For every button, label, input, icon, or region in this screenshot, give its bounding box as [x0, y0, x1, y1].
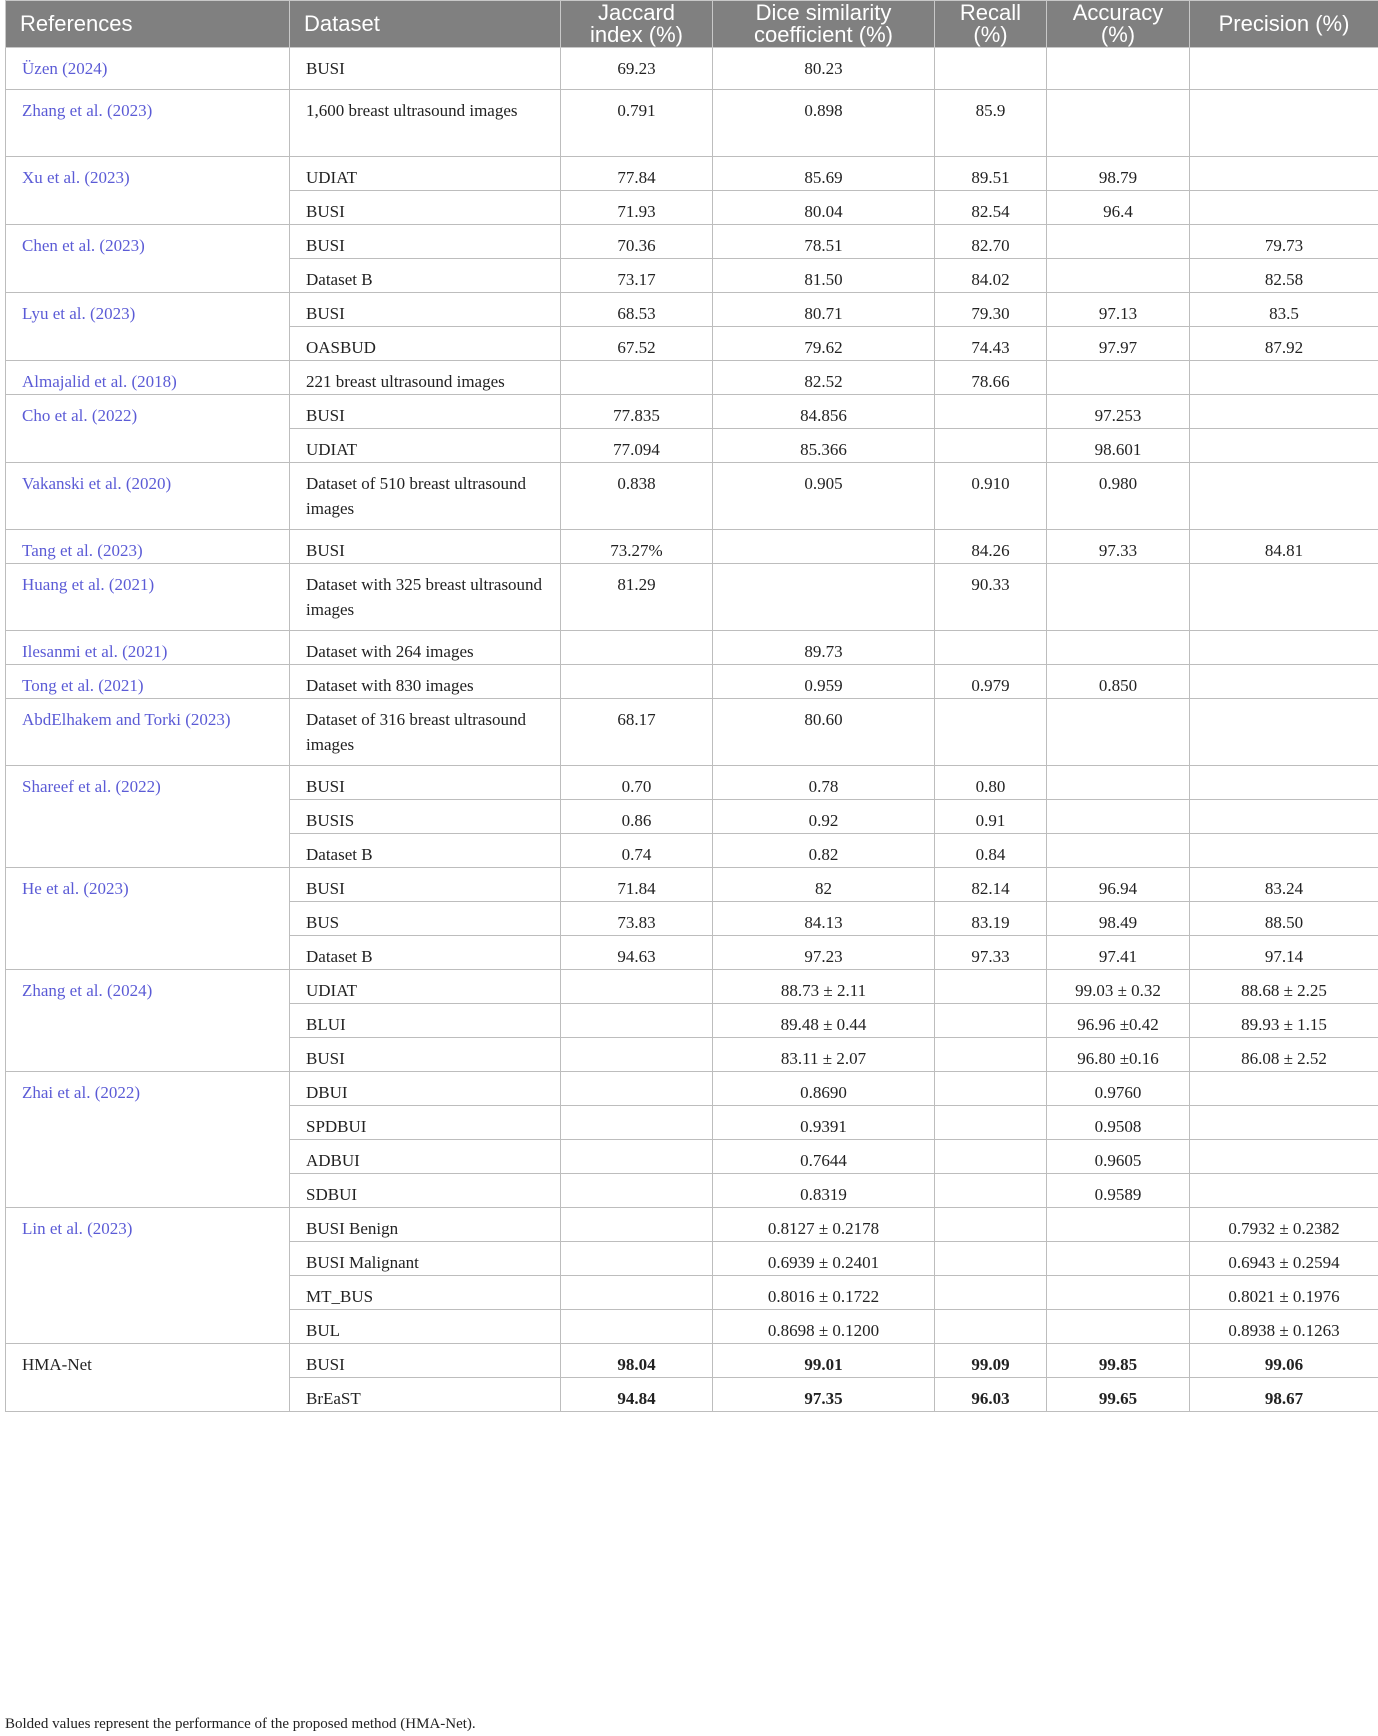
precision-cell: [1190, 665, 1378, 699]
dice-cell: [713, 530, 935, 564]
table-header-row: [6, 1, 1378, 48]
dice-cell: 83.11 ± 2.07: [713, 1038, 935, 1072]
jaccard-cell: 81.29: [561, 564, 713, 631]
precision-cell: 86.08 ± 2.52: [1190, 1038, 1378, 1072]
table-row: [6, 1344, 1378, 1378]
dice-cell: 0.959: [713, 665, 935, 699]
recall-cell: 0.910: [935, 463, 1047, 530]
jaccard-cell: 0.86: [561, 800, 713, 834]
dataset-cell: Dataset B: [290, 834, 561, 868]
table-row: [6, 564, 1378, 631]
accuracy-cell: 98.79: [1047, 157, 1190, 191]
dataset-cell: SDBUI: [290, 1174, 561, 1208]
recall-cell: [935, 48, 1047, 90]
precision-cell: [1190, 463, 1378, 530]
recall-cell: [935, 1004, 1047, 1038]
dataset-cell: SPDBUI: [290, 1106, 561, 1140]
accuracy-cell: 0.9605: [1047, 1140, 1190, 1174]
precision-cell: 0.8938 ± 0.1263: [1190, 1310, 1378, 1344]
dataset-cell: BUSI: [290, 530, 561, 564]
dataset-cell: Dataset with 264 images: [290, 631, 561, 665]
reference-cell[interactable]: Zhai et al. (2022): [6, 1072, 290, 1208]
accuracy-cell: 0.9760: [1047, 1072, 1190, 1106]
recall-cell: 79.30: [935, 293, 1047, 327]
dice-cell: 81.50: [713, 259, 935, 293]
recall-cell: [935, 1140, 1047, 1174]
accuracy-cell: [1047, 699, 1190, 766]
accuracy-cell: [1047, 225, 1190, 259]
reference-cell[interactable]: Huang et al. (2021): [6, 564, 290, 631]
accuracy-cell: [1047, 1310, 1190, 1344]
reference-cell[interactable]: Zhang et al. (2023): [6, 90, 290, 157]
precision-cell: [1190, 1140, 1378, 1174]
table-row: [6, 970, 1378, 1004]
jaccard-cell: [561, 1004, 713, 1038]
accuracy-cell: 96.4: [1047, 191, 1190, 225]
accuracy-cell: 99.85: [1047, 1344, 1190, 1378]
reference-cell[interactable]: Zhang et al. (2024): [6, 970, 290, 1072]
recall-cell: [935, 1208, 1047, 1242]
precision-cell: 0.7932 ± 0.2382: [1190, 1208, 1378, 1242]
recall-cell: 84.02: [935, 259, 1047, 293]
recall-cell: 78.66: [935, 361, 1047, 395]
precision-cell: [1190, 361, 1378, 395]
recall-cell: [935, 970, 1047, 1004]
dice-cell: 85.366: [713, 429, 935, 463]
table-row: [6, 631, 1378, 665]
precision-cell: [1190, 1174, 1378, 1208]
recall-cell: 89.51: [935, 157, 1047, 191]
jaccard-cell: [561, 1208, 713, 1242]
accuracy-cell: 97.33: [1047, 530, 1190, 564]
recall-cell: [935, 429, 1047, 463]
dice-cell: 78.51: [713, 225, 935, 259]
recall-cell: 85.9: [935, 90, 1047, 157]
precision-cell: [1190, 429, 1378, 463]
jaccard-cell: 0.791: [561, 90, 713, 157]
reference-cell[interactable]: Cho et al. (2022): [6, 395, 290, 463]
recall-cell: 84.26: [935, 530, 1047, 564]
accuracy-cell: 98.601: [1047, 429, 1190, 463]
dataset-cell: BrEaST: [290, 1378, 561, 1412]
recall-cell: 90.33: [935, 564, 1047, 631]
precision-cell: 97.14: [1190, 936, 1378, 970]
dice-cell: 97.23: [713, 936, 935, 970]
table-row: [6, 395, 1378, 429]
dataset-cell: Dataset B: [290, 259, 561, 293]
header-jaccard: Jaccard index (%): [561, 1, 713, 48]
accuracy-cell: 96.94: [1047, 868, 1190, 902]
accuracy-cell: 98.49: [1047, 902, 1190, 936]
jaccard-cell: 69.23: [561, 48, 713, 90]
dataset-cell: BUSI: [290, 868, 561, 902]
accuracy-cell: 97.97: [1047, 327, 1190, 361]
recall-cell: [935, 1038, 1047, 1072]
dice-cell: 0.8319: [713, 1174, 935, 1208]
accuracy-cell: 0.980: [1047, 463, 1190, 530]
precision-cell: [1190, 48, 1378, 90]
dataset-cell: UDIAT: [290, 157, 561, 191]
precision-cell: 99.06: [1190, 1344, 1378, 1378]
accuracy-cell: [1047, 800, 1190, 834]
recall-cell: [935, 631, 1047, 665]
header-precision: Precision (%): [1190, 1, 1378, 48]
recall-cell: 74.43: [935, 327, 1047, 361]
jaccard-cell: 71.93: [561, 191, 713, 225]
dice-cell: 0.8690: [713, 1072, 935, 1106]
precision-cell: 98.67: [1190, 1378, 1378, 1412]
reference-cell[interactable]: Tong et al. (2021): [6, 665, 290, 699]
table-row: [6, 1072, 1378, 1106]
jaccard-cell: 73.27%: [561, 530, 713, 564]
precision-cell: [1190, 1072, 1378, 1106]
jaccard-cell: 0.70: [561, 766, 713, 800]
recall-cell: 82.70: [935, 225, 1047, 259]
recall-cell: 99.09: [935, 1344, 1047, 1378]
dice-cell: 89.73: [713, 631, 935, 665]
precision-cell: 88.50: [1190, 902, 1378, 936]
table-row: [6, 1208, 1378, 1242]
recall-cell: 0.84: [935, 834, 1047, 868]
precision-cell: 87.92: [1190, 327, 1378, 361]
table-row: [6, 48, 1378, 90]
accuracy-cell: 0.850: [1047, 665, 1190, 699]
dataset-cell: BLUI: [290, 1004, 561, 1038]
table-row: [6, 90, 1378, 157]
accuracy-cell: 99.03 ± 0.32: [1047, 970, 1190, 1004]
table-row: [6, 361, 1378, 395]
jaccard-cell: 94.84: [561, 1378, 713, 1412]
dataset-cell: BUSI: [290, 191, 561, 225]
accuracy-cell: [1047, 631, 1190, 665]
precision-cell: 88.68 ± 2.25: [1190, 970, 1378, 1004]
jaccard-cell: [561, 1072, 713, 1106]
dice-cell: 0.898: [713, 90, 935, 157]
precision-cell: [1190, 90, 1378, 157]
dataset-cell: BUSI Malignant: [290, 1242, 561, 1276]
jaccard-cell: [561, 1106, 713, 1140]
dice-cell: 97.35: [713, 1378, 935, 1412]
header-recall: Recall (%): [935, 1, 1047, 48]
dice-cell: 82.52: [713, 361, 935, 395]
accuracy-cell: 97.13: [1047, 293, 1190, 327]
dice-cell: 0.905: [713, 463, 935, 530]
jaccard-cell: 71.84: [561, 868, 713, 902]
reference-cell[interactable]: Vakanski et al. (2020): [6, 463, 290, 530]
jaccard-cell: 98.04: [561, 1344, 713, 1378]
reference-cell: HMA-Net: [6, 1344, 290, 1412]
dice-cell: 99.01: [713, 1344, 935, 1378]
precision-cell: [1190, 699, 1378, 766]
accuracy-cell: [1047, 564, 1190, 631]
dice-cell: 80.71: [713, 293, 935, 327]
jaccard-cell: 94.63: [561, 936, 713, 970]
precision-cell: [1190, 395, 1378, 429]
dice-cell: 82: [713, 868, 935, 902]
jaccard-cell: 77.094: [561, 429, 713, 463]
dataset-cell: BUSI: [290, 766, 561, 800]
table-row: [6, 463, 1378, 530]
precision-cell: [1190, 191, 1378, 225]
accuracy-cell: 97.41: [1047, 936, 1190, 970]
dataset-cell: BUSI: [290, 395, 561, 429]
recall-cell: [935, 395, 1047, 429]
accuracy-cell: [1047, 259, 1190, 293]
dataset-cell: UDIAT: [290, 970, 561, 1004]
precision-cell: [1190, 631, 1378, 665]
jaccard-cell: 67.52: [561, 327, 713, 361]
table-footnote: Bolded values represent the performance of the proposed method (HMA-Net).: [5, 1716, 476, 1732]
dataset-cell: BUL: [290, 1310, 561, 1344]
jaccard-cell: [561, 631, 713, 665]
precision-cell: 0.8021 ± 0.1976: [1190, 1276, 1378, 1310]
header-references: References: [6, 1, 290, 48]
recall-cell: [935, 1174, 1047, 1208]
precision-cell: [1190, 564, 1378, 631]
dice-cell: 89.48 ± 0.44: [713, 1004, 935, 1038]
table-row: [6, 665, 1378, 699]
jaccard-cell: 68.17: [561, 699, 713, 766]
precision-cell: 82.58: [1190, 259, 1378, 293]
accuracy-cell: 96.80 ±0.16: [1047, 1038, 1190, 1072]
jaccard-cell: 70.36: [561, 225, 713, 259]
dice-cell: 84.13: [713, 902, 935, 936]
accuracy-cell: [1047, 48, 1190, 90]
accuracy-cell: 97.253: [1047, 395, 1190, 429]
table-row: [6, 530, 1378, 564]
dataset-cell: Dataset with 830 images: [290, 665, 561, 699]
table-row: [6, 293, 1378, 327]
dataset-cell: BUSIS: [290, 800, 561, 834]
dice-cell: 0.7644: [713, 1140, 935, 1174]
precision-cell: [1190, 157, 1378, 191]
dataset-cell: BUSI Benign: [290, 1208, 561, 1242]
dataset-cell: BUSI: [290, 1344, 561, 1378]
jaccard-cell: [561, 1310, 713, 1344]
recall-cell: 82.14: [935, 868, 1047, 902]
dataset-cell: ADBUI: [290, 1140, 561, 1174]
header-dataset: Dataset: [290, 1, 561, 48]
reference-cell[interactable]: Ilesanmi et al. (2021): [6, 631, 290, 665]
precision-cell: 84.81: [1190, 530, 1378, 564]
dice-cell: 84.856: [713, 395, 935, 429]
dice-cell: 0.6939 ± 0.2401: [713, 1242, 935, 1276]
jaccard-cell: [561, 970, 713, 1004]
accuracy-cell: [1047, 834, 1190, 868]
reference-cell[interactable]: Shareef et al. (2022): [6, 766, 290, 868]
table-row: [6, 225, 1378, 259]
dataset-cell: Dataset with 325 breast ultrasound images: [290, 564, 561, 631]
jaccard-cell: 0.838: [561, 463, 713, 530]
dice-cell: 79.62: [713, 327, 935, 361]
comparison-table-container: [5, 0, 1378, 1412]
table-row: [6, 868, 1378, 902]
reference-cell[interactable]: Chen et al. (2023): [6, 225, 290, 293]
jaccard-cell: [561, 1276, 713, 1310]
accuracy-cell: [1047, 766, 1190, 800]
dice-cell: 0.82: [713, 834, 935, 868]
reference-cell[interactable]: Tang et al. (2023): [6, 530, 290, 564]
dataset-cell: BUSI: [290, 48, 561, 90]
jaccard-cell: 73.83: [561, 902, 713, 936]
reference-cell[interactable]: Xu et al. (2023): [6, 157, 290, 225]
precision-cell: 83.5: [1190, 293, 1378, 327]
dataset-cell: Dataset B: [290, 936, 561, 970]
precision-cell: [1190, 1106, 1378, 1140]
jaccard-cell: 73.17: [561, 259, 713, 293]
dataset-cell: Dataset of 316 breast ultrasound images: [290, 699, 561, 766]
precision-cell: 89.93 ± 1.15: [1190, 1004, 1378, 1038]
dataset-cell: MT_BUS: [290, 1276, 561, 1310]
table-body: [6, 48, 1378, 1412]
jaccard-cell: [561, 665, 713, 699]
reference-cell[interactable]: He et al. (2023): [6, 868, 290, 970]
precision-cell: [1190, 766, 1378, 800]
dataset-cell: 221 breast ultrasound images: [290, 361, 561, 395]
precision-cell: [1190, 800, 1378, 834]
comparison-table: [5, 0, 1378, 1412]
jaccard-cell: 0.74: [561, 834, 713, 868]
dataset-cell: 1,600 breast ultrasound images: [290, 90, 561, 157]
dataset-cell: OASBUD: [290, 327, 561, 361]
reference-cell[interactable]: Üzen (2024): [6, 48, 290, 90]
jaccard-cell: [561, 1174, 713, 1208]
jaccard-cell: 77.84: [561, 157, 713, 191]
recall-cell: [935, 1310, 1047, 1344]
dice-cell: 80.23: [713, 48, 935, 90]
table-row: [6, 157, 1378, 191]
jaccard-cell: 68.53: [561, 293, 713, 327]
accuracy-cell: 0.9508: [1047, 1106, 1190, 1140]
recall-cell: 0.979: [935, 665, 1047, 699]
precision-cell: 0.6943 ± 0.2594: [1190, 1242, 1378, 1276]
jaccard-cell: [561, 361, 713, 395]
precision-cell: 79.73: [1190, 225, 1378, 259]
reference-cell[interactable]: AbdElhakem and Torki (2023): [6, 699, 290, 766]
jaccard-cell: 77.835: [561, 395, 713, 429]
dataset-cell: BUSI: [290, 225, 561, 259]
accuracy-cell: 0.9589: [1047, 1174, 1190, 1208]
jaccard-cell: [561, 1140, 713, 1174]
table-row: [6, 699, 1378, 766]
dataset-cell: UDIAT: [290, 429, 561, 463]
recall-cell: [935, 1242, 1047, 1276]
accuracy-cell: 99.65: [1047, 1378, 1190, 1412]
dataset-cell: Dataset of 510 breast ultrasound images: [290, 463, 561, 530]
jaccard-cell: [561, 1038, 713, 1072]
precision-cell: 83.24: [1190, 868, 1378, 902]
recall-cell: [935, 699, 1047, 766]
dice-cell: 80.04: [713, 191, 935, 225]
recall-cell: 0.80: [935, 766, 1047, 800]
accuracy-cell: [1047, 1276, 1190, 1310]
reference-cell[interactable]: Almajalid et al. (2018): [6, 361, 290, 395]
recall-cell: 97.33: [935, 936, 1047, 970]
dice-cell: 0.78: [713, 766, 935, 800]
jaccard-cell: [561, 1242, 713, 1276]
dice-cell: 0.9391: [713, 1106, 935, 1140]
recall-cell: [935, 1072, 1047, 1106]
dice-cell: [713, 564, 935, 631]
accuracy-cell: [1047, 1242, 1190, 1276]
header-accuracy: Accuracy (%): [1047, 1, 1190, 48]
accuracy-cell: 96.96 ±0.42: [1047, 1004, 1190, 1038]
recall-cell: 0.91: [935, 800, 1047, 834]
recall-cell: 82.54: [935, 191, 1047, 225]
recall-cell: 83.19: [935, 902, 1047, 936]
dice-cell: 0.8016 ± 0.1722: [713, 1276, 935, 1310]
accuracy-cell: [1047, 1208, 1190, 1242]
dice-cell: 0.8698 ± 0.1200: [713, 1310, 935, 1344]
precision-cell: [1190, 834, 1378, 868]
dataset-cell: BUSI: [290, 1038, 561, 1072]
dice-cell: 0.8127 ± 0.2178: [713, 1208, 935, 1242]
dice-cell: 85.69: [713, 157, 935, 191]
recall-cell: [935, 1276, 1047, 1310]
header-dice: Dice similarity coefficient (%): [713, 1, 935, 48]
dice-cell: 0.92: [713, 800, 935, 834]
dataset-cell: BUS: [290, 902, 561, 936]
reference-cell[interactable]: Lin et al. (2023): [6, 1208, 290, 1344]
dataset-cell: BUSI: [290, 293, 561, 327]
dice-cell: 80.60: [713, 699, 935, 766]
recall-cell: [935, 1106, 1047, 1140]
dataset-cell: DBUI: [290, 1072, 561, 1106]
table-row: [6, 766, 1378, 800]
accuracy-cell: [1047, 361, 1190, 395]
recall-cell: 96.03: [935, 1378, 1047, 1412]
reference-cell[interactable]: Lyu et al. (2023): [6, 293, 290, 361]
accuracy-cell: [1047, 90, 1190, 157]
dice-cell: 88.73 ± 2.11: [713, 970, 935, 1004]
